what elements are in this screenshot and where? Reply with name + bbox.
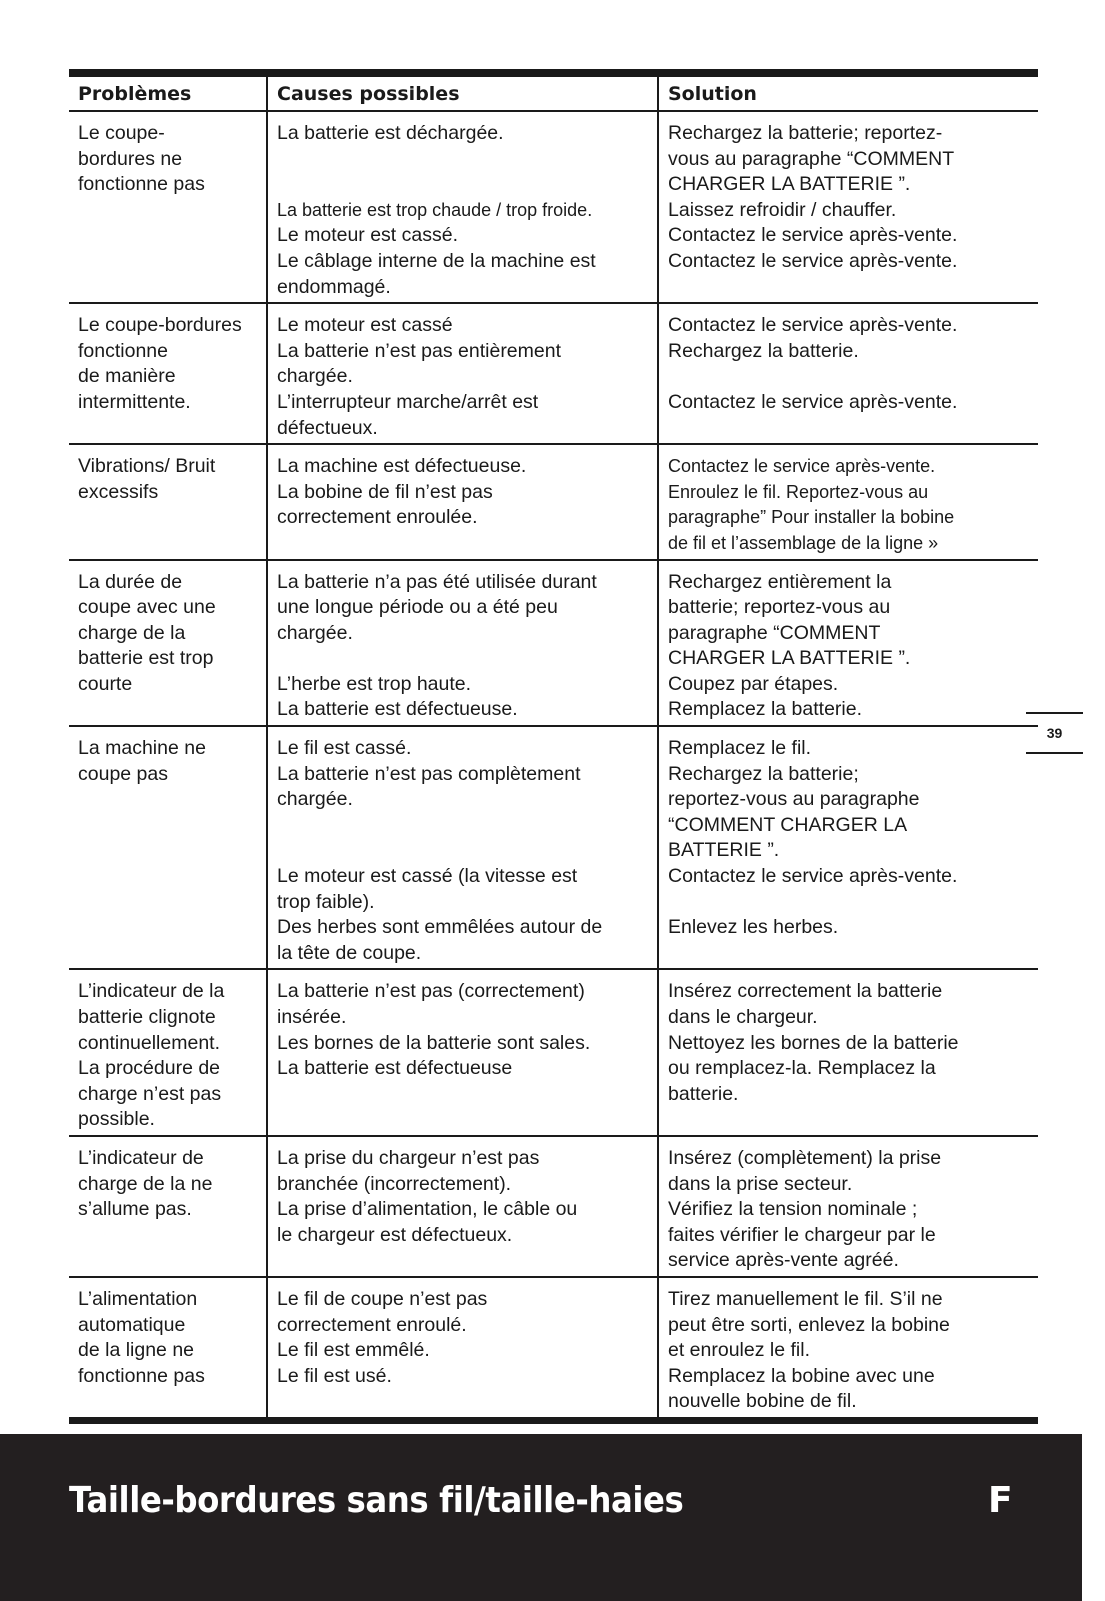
problem-line: de la ligne ne bbox=[78, 1339, 195, 1362]
causes-cell bbox=[267, 444, 658, 559]
spacer bbox=[668, 890, 1029, 916]
problem-line: intermittente. bbox=[78, 390, 191, 413]
solution-line: de fil et l’assemblage de la ligne » bbox=[668, 532, 939, 553]
cause-line: La batterie n’est pas complètement bbox=[277, 762, 581, 785]
cause-line: Le fil est cassé. bbox=[277, 737, 412, 760]
solution-line: Insérez (complètement) la prise bbox=[668, 1146, 942, 1169]
solution-line: et enroulez le fil. bbox=[668, 1339, 810, 1362]
cause-line: Le moteur est cassé. bbox=[277, 224, 459, 247]
solution-cell bbox=[658, 444, 1038, 559]
table-header-row bbox=[69, 73, 1038, 111]
problem-line: batterie est trop bbox=[78, 647, 214, 670]
cause-line: L’interrupteur marche/arrêt est bbox=[277, 390, 539, 413]
cause-line: La prise du chargeur n’est pas bbox=[277, 1146, 540, 1169]
footer-bar bbox=[0, 1434, 1082, 1601]
problem-line: coupe avec une bbox=[78, 596, 216, 619]
problem-line: s’allume pas. bbox=[78, 1198, 192, 1221]
cause-line: chargée. bbox=[277, 365, 353, 388]
problem-line: possible. bbox=[78, 1108, 155, 1131]
solution-cell bbox=[658, 111, 1038, 303]
cause-line: La batterie n’est pas entièrement bbox=[277, 339, 562, 362]
solution-line: Contactez le service après-vente. bbox=[668, 224, 958, 247]
solution-cell bbox=[658, 1136, 1038, 1277]
cause-line: La batterie est défectueuse. bbox=[277, 698, 518, 721]
problem-cell bbox=[69, 303, 267, 444]
solution-line: Contactez le service après-vente. bbox=[668, 865, 958, 888]
header-solution: Solution bbox=[658, 73, 1038, 111]
solution-line: batterie. bbox=[668, 1082, 739, 1105]
solution-line: dans la prise secteur. bbox=[668, 1172, 853, 1195]
solution-line: vous au paragraphe “COMMENT bbox=[668, 147, 955, 170]
solution-line: Contactez le service après-vente. bbox=[668, 456, 936, 477]
solution-line: Rechargez la batterie; bbox=[668, 762, 859, 785]
problem-line: charge de la ne bbox=[78, 1172, 213, 1195]
spacer bbox=[277, 646, 648, 672]
solution-cell bbox=[658, 560, 1038, 727]
problem-line: La procédure de bbox=[78, 1057, 221, 1080]
cause-line: Des herbes sont emmêlées autour de bbox=[277, 916, 603, 939]
table-row bbox=[69, 1136, 1038, 1277]
header-causes: Causes possibles bbox=[267, 73, 658, 111]
problem-line: fonctionne pas bbox=[78, 173, 205, 196]
cause-line: La batterie est trop chaude / trop froide. bbox=[277, 199, 593, 220]
problem-cell bbox=[69, 1277, 267, 1420]
problem-line: courte bbox=[78, 672, 133, 695]
solution-line: Contactez le service après-vente. bbox=[668, 249, 958, 272]
footer-title: Taille-bordures sans fil/taille-haies bbox=[69, 1480, 684, 1521]
language-code: F bbox=[988, 1480, 1013, 1521]
header-problems: Problèmes bbox=[69, 73, 267, 111]
spacer bbox=[277, 813, 648, 839]
solution-line: Rechargez entièrement la bbox=[668, 570, 892, 593]
problem-line: automatique bbox=[78, 1313, 186, 1336]
problem-line: fonctionne bbox=[78, 339, 168, 362]
cause-line: Le fil est usé. bbox=[277, 1364, 392, 1387]
solution-line: Contactez le service après-vente. bbox=[668, 314, 958, 337]
cause-line: correctement enroulé. bbox=[277, 1313, 467, 1336]
causes-cell bbox=[267, 111, 658, 303]
cause-line: La batterie n’est pas (correctement) bbox=[277, 980, 585, 1003]
problem-line: coupe pas bbox=[78, 762, 168, 785]
problem-cell bbox=[69, 1136, 267, 1277]
cause-line: correctement enroulée. bbox=[277, 506, 478, 529]
cause-line: une longue période ou a été peu bbox=[277, 596, 558, 619]
cause-line: branchée (incorrectement). bbox=[277, 1172, 512, 1195]
solution-line: paragraphe” Pour installer la bobine bbox=[668, 507, 955, 528]
problem-line: fonctionne pas bbox=[78, 1364, 205, 1387]
solution-line: Vérifiez la tension nominale ; bbox=[668, 1198, 918, 1221]
solution-line: Rechargez la batterie. bbox=[668, 339, 859, 362]
spacer bbox=[277, 172, 648, 198]
solution-line: Remplacez la batterie. bbox=[668, 698, 863, 721]
problem-line: Vibrations/ Bruit bbox=[78, 455, 216, 478]
problem-line: La durée de bbox=[78, 570, 183, 593]
problem-line: Le coupe-bordures bbox=[78, 314, 242, 337]
table-row bbox=[69, 969, 1038, 1136]
solution-line: Rechargez la batterie; reportez- bbox=[668, 122, 943, 144]
solution-line: ou remplacez-la. Remplacez la bbox=[668, 1057, 936, 1080]
solution-line: paragraphe “COMMENT bbox=[668, 621, 881, 644]
problem-line: L’alimentation bbox=[78, 1287, 198, 1310]
spacer bbox=[277, 147, 648, 173]
solution-line: Coupez par étapes. bbox=[668, 672, 839, 695]
table-body bbox=[69, 111, 1038, 1420]
cause-line: La prise d’alimentation, le câble ou bbox=[277, 1198, 578, 1221]
problem-line: La machine ne bbox=[78, 737, 206, 760]
problem-cell bbox=[69, 560, 267, 727]
problem-line: excessifs bbox=[78, 480, 159, 503]
problem-line: batterie clignote bbox=[78, 1006, 216, 1028]
cause-line: le chargeur est défectueux. bbox=[277, 1223, 513, 1246]
problem-cell bbox=[69, 111, 267, 303]
cause-line: chargée. bbox=[277, 621, 353, 644]
problem-line: L’indicateur de la bbox=[78, 980, 225, 1003]
cause-line: insérée. bbox=[277, 1006, 347, 1028]
solution-line: Laissez refroidir / chauffer. bbox=[668, 198, 897, 221]
table-row bbox=[69, 560, 1038, 727]
cause-line: L’herbe est trop haute. bbox=[277, 672, 472, 695]
table-row bbox=[69, 111, 1038, 303]
cause-line: Le moteur est cassé bbox=[277, 314, 453, 337]
solution-line: nouvelle bobine de fil. bbox=[668, 1390, 857, 1413]
solution-line: service après-vente agréé. bbox=[668, 1249, 899, 1272]
page-number: 39 bbox=[1026, 712, 1083, 754]
table-row bbox=[69, 444, 1038, 559]
cause-line: La batterie n’a pas été utilisée durant bbox=[277, 570, 597, 593]
problem-line: continuellement. bbox=[78, 1031, 221, 1054]
problem-line: de manière bbox=[78, 365, 176, 388]
solution-line: Contactez le service après-vente. bbox=[668, 390, 958, 413]
table-row bbox=[69, 726, 1038, 969]
problem-cell bbox=[69, 969, 267, 1136]
solution-line: BATTERIE ”. bbox=[668, 839, 780, 862]
cause-line: Le fil de coupe n’est pas bbox=[277, 1287, 488, 1310]
solution-line: Remplacez le fil. bbox=[668, 737, 812, 760]
cause-line: Le moteur est cassé (la vitesse est bbox=[277, 865, 578, 888]
problem-line: bordures ne bbox=[78, 147, 183, 170]
cause-line: défectueux. bbox=[277, 416, 378, 439]
solution-cell bbox=[658, 969, 1038, 1136]
table-row bbox=[69, 1277, 1038, 1420]
problem-cell bbox=[69, 444, 267, 559]
solution-line: Enlevez les herbes. bbox=[668, 916, 839, 939]
solution-line: “COMMENT CHARGER LA bbox=[668, 813, 908, 836]
cause-line: Le fil est emmêlé. bbox=[277, 1339, 430, 1362]
causes-cell bbox=[267, 969, 658, 1136]
causes-cell bbox=[267, 560, 658, 727]
table-row bbox=[69, 303, 1038, 444]
cause-line: Le câblage interne de la machine est bbox=[277, 249, 596, 272]
causes-cell bbox=[267, 303, 658, 444]
solution-line: Enroulez le fil. Reportez-vous au bbox=[668, 481, 929, 502]
problem-line: Le coupe- bbox=[78, 122, 165, 144]
cause-line: trop faible). bbox=[277, 890, 375, 913]
solution-cell bbox=[658, 726, 1038, 969]
solution-line: dans le chargeur. bbox=[668, 1006, 818, 1028]
solution-cell bbox=[658, 303, 1038, 444]
cause-line: La bobine de fil n’est pas bbox=[277, 480, 493, 503]
troubleshooting-table bbox=[69, 69, 1038, 1424]
solution-line: Remplacez la bobine avec une bbox=[668, 1364, 935, 1387]
spacer bbox=[277, 838, 648, 864]
cause-line: chargée. bbox=[277, 788, 353, 811]
cause-line: La machine est défectueuse. bbox=[277, 455, 527, 478]
causes-cell bbox=[267, 1277, 658, 1420]
cause-line: La batterie est défectueuse bbox=[277, 1057, 513, 1080]
solution-line: batterie; reportez-vous au bbox=[668, 596, 891, 619]
solution-line: CHARGER LA BATTERIE ”. bbox=[668, 647, 911, 670]
solution-cell bbox=[658, 1277, 1038, 1420]
solution-line: Nettoyez les bornes de la batterie bbox=[668, 1031, 959, 1054]
problem-cell bbox=[69, 726, 267, 969]
spacer bbox=[668, 364, 1029, 390]
solution-line: peut être sorti, enlevez la bobine bbox=[668, 1313, 950, 1336]
causes-cell bbox=[267, 1136, 658, 1277]
solution-line: Tirez manuellement le fil. S’il ne bbox=[668, 1287, 943, 1310]
solution-line: faites vérifier le chargeur par le bbox=[668, 1223, 936, 1246]
solution-line: Insérez correctement la batterie bbox=[668, 980, 943, 1003]
cause-line: la tête de coupe. bbox=[277, 941, 422, 964]
problem-line: L’indicateur de bbox=[78, 1146, 204, 1169]
problem-line: charge n’est pas bbox=[78, 1082, 222, 1105]
solution-line: reportez-vous au paragraphe bbox=[668, 788, 920, 811]
cause-line: La batterie est déchargée. bbox=[277, 122, 504, 144]
causes-cell bbox=[267, 726, 658, 969]
cause-line: Les bornes de la batterie sont sales. bbox=[277, 1031, 591, 1054]
cause-line: endommagé. bbox=[277, 275, 391, 298]
problem-line: charge de la bbox=[78, 621, 186, 644]
solution-line: CHARGER LA BATTERIE ”. bbox=[668, 173, 911, 196]
